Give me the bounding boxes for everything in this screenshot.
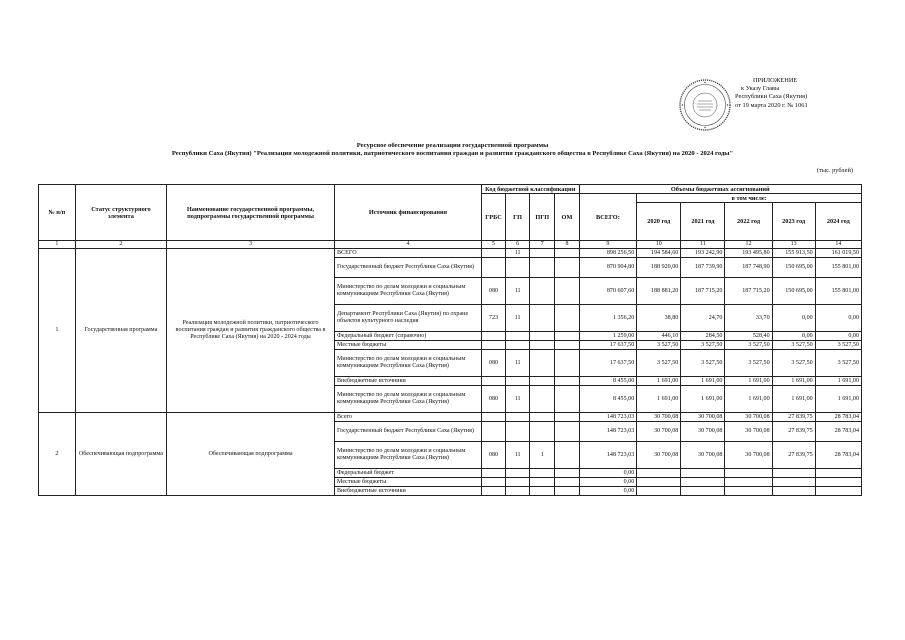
code-om [555,350,579,377]
header-status: Статус структурного элемента [75,185,166,241]
year-amount: 30 700,08 [725,422,772,442]
funding-source: Местные бюджеты [334,478,481,487]
code-gp: 11 [506,350,530,377]
year-amount [637,487,681,496]
year-amount [681,469,725,478]
code-om [555,469,579,478]
year-amount: 188 881,20 [637,278,681,305]
year-amount [815,487,861,496]
row-status: Государственная программа [75,249,166,413]
row-number: 1 [39,249,76,413]
code-om [555,249,579,258]
header-om: ОМ [555,194,579,241]
year-amount: 155 913,50 [772,249,815,258]
column-number: 3 [167,241,335,249]
header-including: в том числе: [637,194,862,203]
header-year: 2022 год [725,203,772,241]
funding-source: Министерство по делам молодежи и социальным коммуникациям Республики Саха (Якутия) [334,350,481,377]
code-pgp [530,413,555,422]
code-gp [506,413,530,422]
year-amount: 3 527,50 [725,350,772,377]
annex-line: Республики Саха (Якутия) [735,93,808,101]
document-title: Ресурсное обеспечение реализации государственной программы [356,142,549,149]
year-amount [681,478,725,487]
year-amount: 3 527,50 [772,350,815,377]
row-number: 2 [39,413,76,496]
year-amount: 193 495,80 [725,249,772,258]
code-pgp [530,249,555,258]
year-amount: 30 700,08 [681,442,725,469]
funding-source: Федеральный бюджет [334,469,481,478]
code-pgp [530,258,555,278]
code-gp: 11 [506,249,530,258]
year-amount: 30 700,08 [725,442,772,469]
code-gp [506,478,530,487]
year-amount [725,469,772,478]
year-amount [725,478,772,487]
code-grbs [481,377,505,386]
year-amount: 188 920,00 [637,258,681,278]
table-row [39,249,862,258]
code-gp: 11 [506,305,530,332]
code-grbs [481,422,505,442]
code-pgp [530,487,555,496]
year-amount: 27 839,75 [772,413,815,422]
annex-line: ПРИЛОЖЕНИЕ [753,77,798,84]
code-grbs [481,249,505,258]
header-total: ВСЕГО: [579,194,637,241]
year-amount: 194 584,60 [637,249,681,258]
year-amount: 28 783,04 [815,413,861,422]
header-year: 2020 год [637,203,681,241]
funding-source: Внебюджетные источники [334,377,481,386]
code-pgp [530,332,555,341]
year-amount: 187 715,20 [725,278,772,305]
year-amount: 1 691,00 [681,386,725,413]
code-gp [506,332,530,341]
year-amount: 1 691,00 [815,386,861,413]
year-amount: 3 527,50 [637,341,681,350]
year-amount: 30 700,08 [681,422,725,442]
code-grbs: 080 [481,278,505,305]
document-subtitle: Республики Саха (Якутия) "Реализация молодежной политики, патриотического воспитания граждан и развития гражданского общества в Республике Саха (Якутия) на 2020 - 2024 годы" [171,150,734,157]
year-amount: 1 691,00 [815,377,861,386]
year-amount: 155 801,00 [815,258,861,278]
year-amount [725,487,772,496]
column-number: 11 [681,241,725,249]
resource-table [38,184,862,496]
column-number: 10 [637,241,681,249]
code-grbs: 080 [481,386,505,413]
total-amount: 1 356,20 [579,305,637,332]
year-amount: 187 739,90 [681,258,725,278]
code-gp: 11 [506,278,530,305]
year-amount [815,478,861,487]
code-om [555,478,579,487]
funding-source: ВСЕГО [334,249,481,258]
year-amount: 0,00 [815,332,861,341]
year-amount: 30 700,08 [681,413,725,422]
year-amount: 24,70 [681,305,725,332]
code-grbs: 080 [481,350,505,377]
header-gp: ГП [506,194,530,241]
code-om [555,442,579,469]
code-pgp [530,386,555,413]
funding-source: Министерство по делам молодежи и социальным коммуникациям Республики Саха (Якутия) [334,386,481,413]
code-pgp [530,305,555,332]
year-amount: 3 527,50 [681,341,725,350]
code-grbs [481,258,505,278]
year-amount: 33,70 [725,305,772,332]
code-om [555,422,579,442]
column-number: 9 [579,241,637,249]
year-amount: 30 700,08 [725,413,772,422]
code-grbs: 723 [481,305,505,332]
header-volumes: Объемы бюджетных ассигнований [579,185,861,194]
year-amount: 0,00 [772,305,815,332]
year-amount: 0,00 [815,305,861,332]
year-amount: 27 839,75 [772,422,815,442]
year-amount: 528,40 [725,332,772,341]
code-om [555,341,579,350]
total-amount: 8 455,00 [579,386,637,413]
year-amount: 446,10 [637,332,681,341]
code-grbs: 080 [481,442,505,469]
year-amount [772,469,815,478]
column-number: 8 [555,241,579,249]
table-row [39,413,862,422]
code-om [555,413,579,422]
header-year: 2023 год [772,203,815,241]
year-amount: 155 801,00 [815,278,861,305]
funding-source: Всего [334,413,481,422]
total-amount: 17 637,50 [579,350,637,377]
total-amount: 8 455,00 [579,377,637,386]
total-amount: 0,00 [579,478,637,487]
year-amount [637,469,681,478]
total-amount: 0,00 [579,487,637,496]
funding-source: Государственный бюджет Республики Саха (Якутия) [334,258,481,278]
total-amount: 0,00 [579,469,637,478]
funding-source: Федеральный бюджет (справочно) [334,332,481,341]
year-amount: 3 527,50 [681,350,725,377]
year-amount: 150 695,00 [772,258,815,278]
total-amount: 870 607,60 [579,278,637,305]
column-number: 6 [506,241,530,249]
code-om [555,386,579,413]
code-pgp [530,469,555,478]
code-gp: 11 [506,442,530,469]
code-grbs [481,487,505,496]
year-amount [772,478,815,487]
annex-line: от 19 марта 2020 г. № 1061 [735,101,808,109]
year-amount: 1 691,00 [637,377,681,386]
column-number: 7 [530,241,555,249]
year-amount: 1 691,00 [772,377,815,386]
year-amount [772,487,815,496]
column-number: 13 [772,241,815,249]
code-pgp [530,350,555,377]
code-om [555,487,579,496]
total-amount: 148 723,03 [579,422,637,442]
row-program-name: Реализация молодежной политики, патриотического воспитания граждан и развития гражданского общества в Республике Саха (Якутия) на 2020 - 2024 годы [167,249,335,413]
code-pgp [530,377,555,386]
total-amount: 148 723,03 [579,442,637,469]
year-amount [637,478,681,487]
code-om [555,278,579,305]
code-om [555,258,579,278]
year-amount: 3 527,50 [725,341,772,350]
year-amount: 28 783,04 [815,442,861,469]
total-amount: 17 637,50 [579,341,637,350]
units-label: (тыс. рублей) [816,167,853,174]
code-gp: 11 [506,386,530,413]
year-amount: 28 783,04 [815,422,861,442]
year-amount: 3 527,50 [637,350,681,377]
code-pgp [530,278,555,305]
code-gp [506,487,530,496]
year-amount: 3 527,50 [815,350,861,377]
year-amount: 30 700,08 [637,422,681,442]
year-amount: 187 715,20 [681,278,725,305]
year-amount: 1 691,00 [725,377,772,386]
code-pgp [530,422,555,442]
code-pgp [530,341,555,350]
funding-source: Департамент Республики Саха (Якутия) по охране объектов культурного наследия [334,305,481,332]
code-grbs [481,341,505,350]
total-amount: 148 723,03 [579,413,637,422]
annex-block [735,77,845,110]
year-amount: 150 695,00 [772,278,815,305]
funding-source: Министерство по делам молодежи и социальным коммуникациям Республики Саха (Якутия) [334,442,481,469]
official-seal-icon [678,78,732,132]
year-amount: 1 691,00 [681,377,725,386]
column-number: 5 [481,241,505,249]
header-grbs: ГРБС [481,194,505,241]
code-grbs [481,478,505,487]
year-amount [815,469,861,478]
header-year: 2024 год [815,203,861,241]
code-pgp [530,478,555,487]
year-amount: 1 691,00 [637,386,681,413]
year-amount: 3 527,50 [815,341,861,350]
code-gp [506,258,530,278]
header-year: 2021 год [681,203,725,241]
year-amount: 3 527,50 [772,341,815,350]
code-grbs [481,332,505,341]
code-om [555,377,579,386]
column-number: 1 [39,241,76,249]
funding-source: Министерство по делам молодежи и социальным коммуникациям Республики Саха (Якутия) [334,278,481,305]
code-om [555,305,579,332]
code-pgp: 1 [530,442,555,469]
year-amount: 284,50 [681,332,725,341]
year-amount [681,487,725,496]
code-grbs [481,469,505,478]
header-pgp: ПГП [530,194,555,241]
total-amount: 898 256,50 [579,249,637,258]
funding-source: Государственный бюджет Республики Саха (Якутия) [334,422,481,442]
year-amount: 30 700,08 [637,442,681,469]
year-amount: 0,00 [772,332,815,341]
header-kbk: Код бюджетной классификации [481,185,579,194]
year-amount: 1 691,00 [725,386,772,413]
year-amount: 27 839,75 [772,442,815,469]
annex-line: к Указу Главы [741,85,780,93]
total-amount: 870 904,80 [579,258,637,278]
year-amount: 1 691,00 [772,386,815,413]
code-gp [506,469,530,478]
year-amount: 193 242,90 [681,249,725,258]
code-grbs [481,413,505,422]
funding-source: Внебюджетные источники [334,487,481,496]
code-gp [506,422,530,442]
code-gp [506,377,530,386]
header-name: Наименование государственной программы, подпрограммы государственной программы [167,185,335,241]
code-gp [506,341,530,350]
header-num: № п/п [39,185,76,241]
column-number: 2 [75,241,166,249]
column-number: 4 [334,241,481,249]
funding-source: Местные бюджеты [334,341,481,350]
row-status: Обеспечивающая подпрограмма [75,413,166,496]
table-body [39,249,862,496]
year-amount: 161 019,50 [815,249,861,258]
total-amount: 1 259,00 [579,332,637,341]
row-program-name: Обеспечивающая подпрограмма [167,413,335,496]
year-amount: 38,80 [637,305,681,332]
code-om [555,332,579,341]
year-amount: 30 700,08 [637,413,681,422]
column-number: 12 [725,241,772,249]
column-number: 14 [815,241,861,249]
header-source: Источник финансирования [334,185,481,241]
year-amount: 187 748,90 [725,258,772,278]
